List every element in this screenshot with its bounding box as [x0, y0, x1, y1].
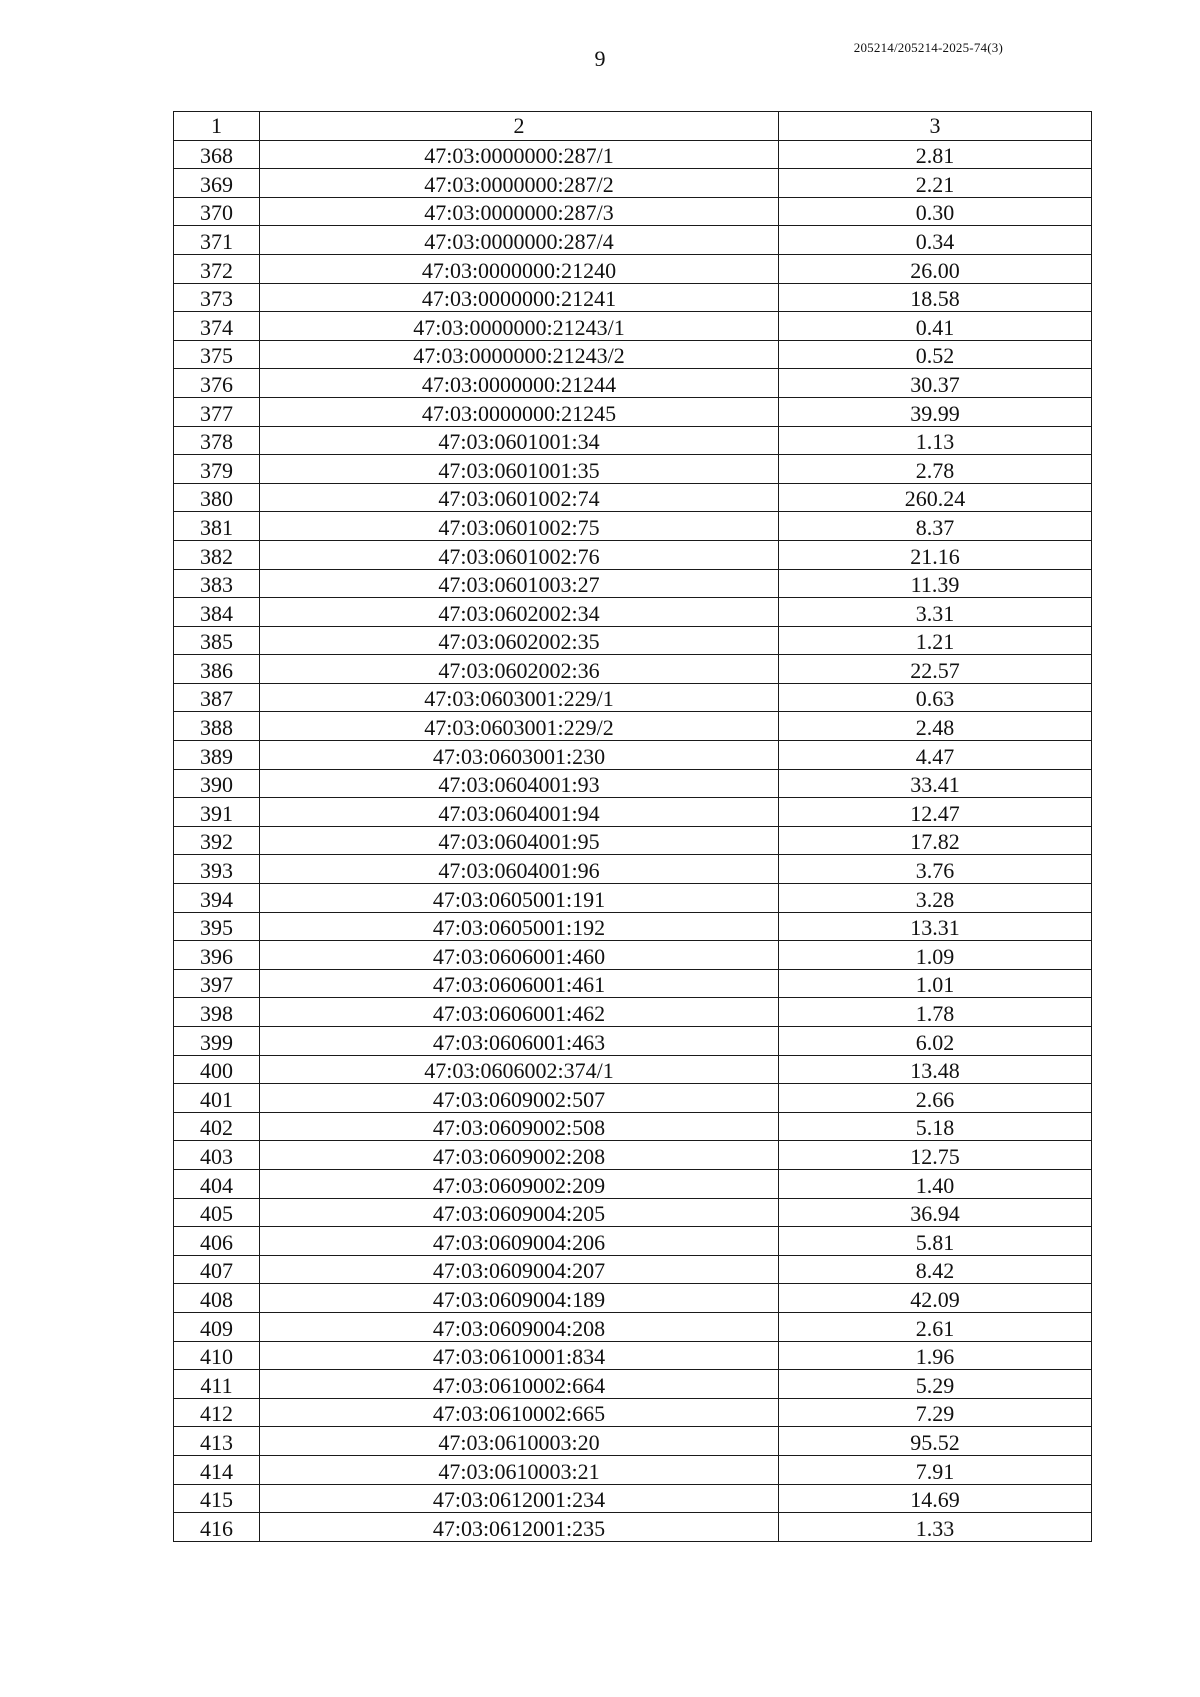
- table-row: [174, 283, 1092, 312]
- cadastral-number-cell: 47:03:0604001:93: [260, 769, 779, 798]
- row-number-cell: 381: [174, 512, 260, 541]
- cadastral-number-cell: 47:03:0609004:189: [260, 1284, 779, 1313]
- value-cell: 1.01: [779, 969, 1092, 998]
- row-number-cell: 375: [174, 340, 260, 369]
- row-number-cell: 395: [174, 912, 260, 941]
- cadastral-number-cell: 47:03:0609004:207: [260, 1255, 779, 1284]
- value-cell: 95.52: [779, 1427, 1092, 1456]
- table-header-row: [174, 112, 1092, 141]
- row-number-cell: 377: [174, 397, 260, 426]
- value-cell: 39.99: [779, 397, 1092, 426]
- table-row: [174, 884, 1092, 913]
- value-cell: 17.82: [779, 826, 1092, 855]
- table-row: [174, 1027, 1092, 1056]
- row-number-cell: 394: [174, 884, 260, 913]
- row-number-cell: 409: [174, 1312, 260, 1341]
- table-row: [174, 1284, 1092, 1313]
- value-cell: 8.37: [779, 512, 1092, 541]
- table-row: [174, 1169, 1092, 1198]
- row-number-cell: 387: [174, 683, 260, 712]
- table-row: [174, 1255, 1092, 1284]
- cadastral-number-cell: 47:03:0000000:21245: [260, 397, 779, 426]
- value-cell: 8.42: [779, 1255, 1092, 1284]
- row-number-cell: 388: [174, 712, 260, 741]
- table-row: [174, 169, 1092, 198]
- table-row: [174, 540, 1092, 569]
- cadastral-number-cell: 47:03:0606001:460: [260, 941, 779, 970]
- cadastral-number-cell: 47:03:0000000:287/1: [260, 140, 779, 169]
- table-row: [174, 197, 1092, 226]
- value-cell: 13.48: [779, 1055, 1092, 1084]
- table-row: [174, 826, 1092, 855]
- row-number-cell: 411: [174, 1370, 260, 1399]
- table-row: [174, 1427, 1092, 1456]
- row-number-cell: 393: [174, 855, 260, 884]
- row-number-cell: 372: [174, 254, 260, 283]
- cadastral-number-cell: 47:03:0610003:20: [260, 1427, 779, 1456]
- table-row: [174, 683, 1092, 712]
- cadastral-number-cell: 47:03:0000000:21244: [260, 369, 779, 398]
- cadastral-number-cell: 47:03:0602002:36: [260, 655, 779, 684]
- row-number-cell: 396: [174, 941, 260, 970]
- cadastral-number-cell: 47:03:0604001:94: [260, 798, 779, 827]
- row-number-cell: 390: [174, 769, 260, 798]
- row-number-cell: 391: [174, 798, 260, 827]
- value-cell: 0.34: [779, 226, 1092, 255]
- cadastral-number-cell: 47:03:0000000:21240: [260, 254, 779, 283]
- row-number-cell: 408: [174, 1284, 260, 1313]
- value-cell: 2.78: [779, 455, 1092, 484]
- cadastral-number-cell: 47:03:0602002:34: [260, 598, 779, 627]
- value-cell: 1.78: [779, 998, 1092, 1027]
- table-row: [174, 369, 1092, 398]
- page-number: 9: [594, 46, 606, 71]
- value-cell: 0.30: [779, 197, 1092, 226]
- row-number-cell: 368: [174, 140, 260, 169]
- cadastral-number-cell: 47:03:0609004:205: [260, 1198, 779, 1227]
- row-number-cell: 402: [174, 1112, 260, 1141]
- value-cell: 1.09: [779, 941, 1092, 970]
- table-row: [174, 483, 1092, 512]
- column-header-2: 2: [260, 112, 779, 141]
- cadastral-number-cell: 47:03:0601002:76: [260, 540, 779, 569]
- table-row: [174, 741, 1092, 770]
- value-cell: 42.09: [779, 1284, 1092, 1313]
- row-number-cell: 380: [174, 483, 260, 512]
- row-number-cell: 397: [174, 969, 260, 998]
- table-body: [174, 140, 1092, 1541]
- row-number-cell: 379: [174, 455, 260, 484]
- cadastral-number-cell: 47:03:0612001:235: [260, 1513, 779, 1542]
- table-row: [174, 626, 1092, 655]
- value-cell: 0.63: [779, 683, 1092, 712]
- row-number-cell: 378: [174, 426, 260, 455]
- cadastral-number-cell: 47:03:0612001:234: [260, 1484, 779, 1513]
- cadastral-number-cell: 47:03:0601001:35: [260, 455, 779, 484]
- value-cell: 21.16: [779, 540, 1092, 569]
- value-cell: 11.39: [779, 569, 1092, 598]
- cadastral-number-cell: 47:03:0601002:74: [260, 483, 779, 512]
- value-cell: 1.21: [779, 626, 1092, 655]
- table-row: [174, 798, 1092, 827]
- row-number-cell: 400: [174, 1055, 260, 1084]
- cadastral-number-cell: 47:03:0610001:834: [260, 1341, 779, 1370]
- table-row: [174, 1055, 1092, 1084]
- value-cell: 30.37: [779, 369, 1092, 398]
- value-cell: 260.24: [779, 483, 1092, 512]
- row-number-cell: 382: [174, 540, 260, 569]
- value-cell: 0.52: [779, 340, 1092, 369]
- table-row: [174, 941, 1092, 970]
- table-row: [174, 998, 1092, 1027]
- row-number-cell: 416: [174, 1513, 260, 1542]
- row-number-cell: 403: [174, 1141, 260, 1170]
- table-row: [174, 855, 1092, 884]
- cadastral-number-cell: 47:03:0000000:21241: [260, 283, 779, 312]
- cadastral-number-cell: 47:03:0000000:21243/1: [260, 312, 779, 341]
- cadastral-number-cell: 47:03:0609002:507: [260, 1084, 779, 1113]
- row-number-cell: 386: [174, 655, 260, 684]
- cadastral-number-cell: 47:03:0000000:287/2: [260, 169, 779, 198]
- table-row: [174, 312, 1092, 341]
- row-number-cell: 413: [174, 1427, 260, 1456]
- row-number-cell: 404: [174, 1169, 260, 1198]
- value-cell: 3.76: [779, 855, 1092, 884]
- cadastral-number-cell: 47:03:0609002:508: [260, 1112, 779, 1141]
- cadastral-number-cell: 47:03:0601003:27: [260, 569, 779, 598]
- value-cell: 4.47: [779, 741, 1092, 770]
- row-number-cell: 389: [174, 741, 260, 770]
- value-cell: 2.21: [779, 169, 1092, 198]
- row-number-cell: 406: [174, 1227, 260, 1256]
- cadastral-number-cell: 47:03:0610002:665: [260, 1398, 779, 1427]
- table-row: [174, 1084, 1092, 1113]
- table-row: [174, 712, 1092, 741]
- cadastral-number-cell: 47:03:0605001:191: [260, 884, 779, 913]
- document-reference: 205214/205214-2025-74(3): [853, 40, 1003, 55]
- column-header-1: 1: [174, 112, 260, 141]
- row-number-cell: 412: [174, 1398, 260, 1427]
- value-cell: 1.33: [779, 1513, 1092, 1542]
- table-row: [174, 1341, 1092, 1370]
- value-cell: 1.13: [779, 426, 1092, 455]
- value-cell: 12.75: [779, 1141, 1092, 1170]
- row-number-cell: 401: [174, 1084, 260, 1113]
- cadastral-number-cell: 47:03:0605001:192: [260, 912, 779, 941]
- cadastral-number-cell: 47:03:0606001:462: [260, 998, 779, 1027]
- table-row: [174, 512, 1092, 541]
- row-number-cell: 410: [174, 1341, 260, 1370]
- cadastral-number-cell: 47:03:0000000:287/4: [260, 226, 779, 255]
- value-cell: 33.41: [779, 769, 1092, 798]
- value-cell: 6.02: [779, 1027, 1092, 1056]
- table-row: [174, 254, 1092, 283]
- row-number-cell: 399: [174, 1027, 260, 1056]
- row-number-cell: 398: [174, 998, 260, 1027]
- row-number-cell: 370: [174, 197, 260, 226]
- cadastral-number-cell: 47:03:0609004:208: [260, 1312, 779, 1341]
- table-row: [174, 455, 1092, 484]
- table-row: [174, 569, 1092, 598]
- table-row: [174, 1112, 1092, 1141]
- data-table: [173, 111, 1092, 1542]
- value-cell: 1.96: [779, 1341, 1092, 1370]
- table-row: [174, 1370, 1092, 1399]
- table-row: [174, 340, 1092, 369]
- row-number-cell: 383: [174, 569, 260, 598]
- cadastral-number-cell: 47:03:0000000:21243/2: [260, 340, 779, 369]
- value-cell: 0.41: [779, 312, 1092, 341]
- table-row: [174, 1312, 1092, 1341]
- value-cell: 3.31: [779, 598, 1092, 627]
- table-row: [174, 1141, 1092, 1170]
- value-cell: 2.81: [779, 140, 1092, 169]
- row-number-cell: 392: [174, 826, 260, 855]
- value-cell: 26.00: [779, 254, 1092, 283]
- row-number-cell: 376: [174, 369, 260, 398]
- row-number-cell: 384: [174, 598, 260, 627]
- cadastral-number-cell: 47:03:0000000:287/3: [260, 197, 779, 226]
- cadastral-number-cell: 47:03:0603001:229/1: [260, 683, 779, 712]
- table-row: [174, 1513, 1092, 1542]
- value-cell: 18.58: [779, 283, 1092, 312]
- cadastral-number-cell: 47:03:0609002:208: [260, 1141, 779, 1170]
- cadastral-number-cell: 47:03:0610003:21: [260, 1455, 779, 1484]
- cadastral-number-cell: 47:03:0601001:34: [260, 426, 779, 455]
- value-cell: 14.69: [779, 1484, 1092, 1513]
- cadastral-number-cell: 47:03:0609004:206: [260, 1227, 779, 1256]
- table-row: [174, 1398, 1092, 1427]
- value-cell: 5.81: [779, 1227, 1092, 1256]
- value-cell: 7.91: [779, 1455, 1092, 1484]
- table-row: [174, 397, 1092, 426]
- cadastral-number-cell: 47:03:0604001:95: [260, 826, 779, 855]
- value-cell: 2.61: [779, 1312, 1092, 1341]
- table-row: [174, 912, 1092, 941]
- value-cell: 2.48: [779, 712, 1092, 741]
- value-cell: 13.31: [779, 912, 1092, 941]
- table-row: [174, 426, 1092, 455]
- cadastral-number-cell: 47:03:0606001:463: [260, 1027, 779, 1056]
- row-number-cell: 414: [174, 1455, 260, 1484]
- value-cell: 3.28: [779, 884, 1092, 913]
- table-row: [174, 969, 1092, 998]
- row-number-cell: 373: [174, 283, 260, 312]
- cadastral-number-cell: 47:03:0610002:664: [260, 1370, 779, 1399]
- table-row: [174, 140, 1092, 169]
- column-header-3: 3: [779, 112, 1092, 141]
- table-row: [174, 1455, 1092, 1484]
- cadastral-number-cell: 47:03:0604001:96: [260, 855, 779, 884]
- value-cell: 1.40: [779, 1169, 1092, 1198]
- table-row: [174, 226, 1092, 255]
- value-cell: 5.18: [779, 1112, 1092, 1141]
- value-cell: 2.66: [779, 1084, 1092, 1113]
- cadastral-number-cell: 47:03:0601002:75: [260, 512, 779, 541]
- table-row: [174, 769, 1092, 798]
- cadastral-number-cell: 47:03:0602002:35: [260, 626, 779, 655]
- cadastral-number-cell: 47:03:0609002:209: [260, 1169, 779, 1198]
- row-number-cell: 369: [174, 169, 260, 198]
- value-cell: 36.94: [779, 1198, 1092, 1227]
- row-number-cell: 407: [174, 1255, 260, 1284]
- cadastral-number-cell: 47:03:0603001:229/2: [260, 712, 779, 741]
- row-number-cell: 405: [174, 1198, 260, 1227]
- value-cell: 5.29: [779, 1370, 1092, 1399]
- row-number-cell: 374: [174, 312, 260, 341]
- table-row: [174, 655, 1092, 684]
- row-number-cell: 371: [174, 226, 260, 255]
- cadastral-number-cell: 47:03:0606001:461: [260, 969, 779, 998]
- cadastral-number-cell: 47:03:0603001:230: [260, 741, 779, 770]
- table-row: [174, 1198, 1092, 1227]
- row-number-cell: 415: [174, 1484, 260, 1513]
- table-row: [174, 1227, 1092, 1256]
- cadastral-number-cell: 47:03:0606002:374/1: [260, 1055, 779, 1084]
- value-cell: 7.29: [779, 1398, 1092, 1427]
- table-row: [174, 1484, 1092, 1513]
- value-cell: 22.57: [779, 655, 1092, 684]
- table-row: [174, 598, 1092, 627]
- row-number-cell: 385: [174, 626, 260, 655]
- value-cell: 12.47: [779, 798, 1092, 827]
